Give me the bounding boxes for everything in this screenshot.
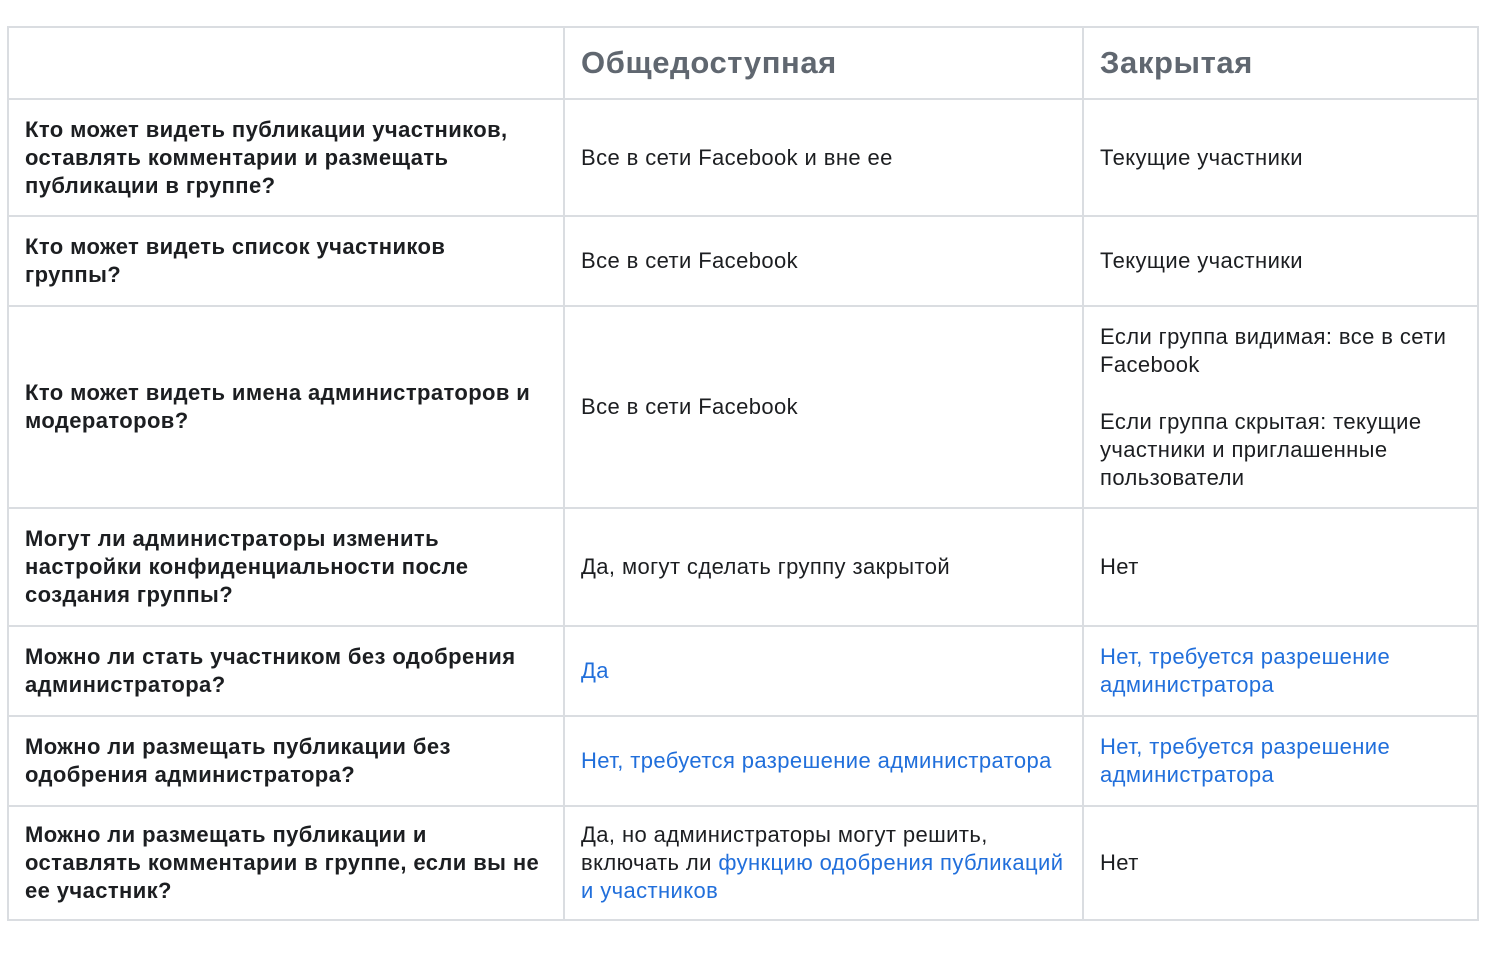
question-cell: Можно ли стать участником без одобрения администратора? <box>8 626 564 716</box>
question-cell: Кто может видеть публикации участников, оставлять комментарии и размещать публикации в группе? <box>8 99 564 216</box>
public-answer-cell: Все в сети Facebook <box>564 216 1083 306</box>
public-answer-cell: Все в сети Facebook <box>564 306 1083 508</box>
comparison-table-wrapper <box>7 26 1479 921</box>
table-row <box>8 216 1478 306</box>
closed-answer-cell: Текущие участники <box>1083 216 1478 306</box>
table-row <box>8 99 1478 216</box>
group-privacy-comparison-table <box>7 26 1479 921</box>
public-answer-link[interactable]: Да <box>581 658 609 683</box>
header-public: Общедоступная <box>564 27 1083 99</box>
table-row <box>8 806 1478 920</box>
closed-answer-hidden-group: Если группа скрытая: текущие участники и приглашенные пользователи <box>1100 408 1422 490</box>
table-row <box>8 306 1478 508</box>
question-cell: Могут ли администраторы изменить настройки конфиденциальности после создания группы? <box>8 508 564 626</box>
closed-answer-cell: Нет <box>1083 806 1478 920</box>
public-answer-cell <box>564 626 1083 716</box>
public-answer-link[interactable]: Нет, требуется разрешение администратора <box>581 748 1052 773</box>
header-closed: Закрытая <box>1083 27 1478 99</box>
closed-answer-link[interactable]: Нет, требуется разрешение администратора <box>1100 644 1391 697</box>
question-cell: Кто может видеть имена администраторов и модераторов? <box>8 306 564 508</box>
public-answer-cell: Все в сети Facebook и вне ее <box>564 99 1083 216</box>
public-answer-cell <box>564 806 1083 920</box>
question-cell: Можно ли размещать публикации без одобрения администратора? <box>8 716 564 806</box>
table-row <box>8 716 1478 806</box>
table-header-row <box>8 27 1478 99</box>
closed-answer-link[interactable]: Нет, требуется разрешение администратора <box>1100 734 1391 787</box>
closed-answer-cell <box>1083 626 1478 716</box>
table-row <box>8 626 1478 716</box>
closed-answer-visible-group: Если группа видимая: все в сети Facebook <box>1100 323 1447 377</box>
question-cell: Можно ли размещать публикации и оставлять комментарии в группе, если вы не ее участник? <box>8 806 564 920</box>
header-empty-cell <box>8 27 564 99</box>
approval-feature-link[interactable]: функцию одобрения публикаций и участников <box>581 850 1064 903</box>
public-answer-cell: Да, могут сделать группу закрытой <box>564 508 1083 626</box>
public-answer-cell <box>564 716 1083 806</box>
closed-answer-cell <box>1083 306 1478 508</box>
question-cell: Кто может видеть список участников группы? <box>8 216 564 306</box>
closed-answer-cell: Текущие участники <box>1083 99 1478 216</box>
closed-answer-cell <box>1083 716 1478 806</box>
table-row <box>8 508 1478 626</box>
public-answer-text: Да, но администраторы могут решить, включать ли <box>581 822 988 875</box>
closed-answer-cell: Нет <box>1083 508 1478 626</box>
